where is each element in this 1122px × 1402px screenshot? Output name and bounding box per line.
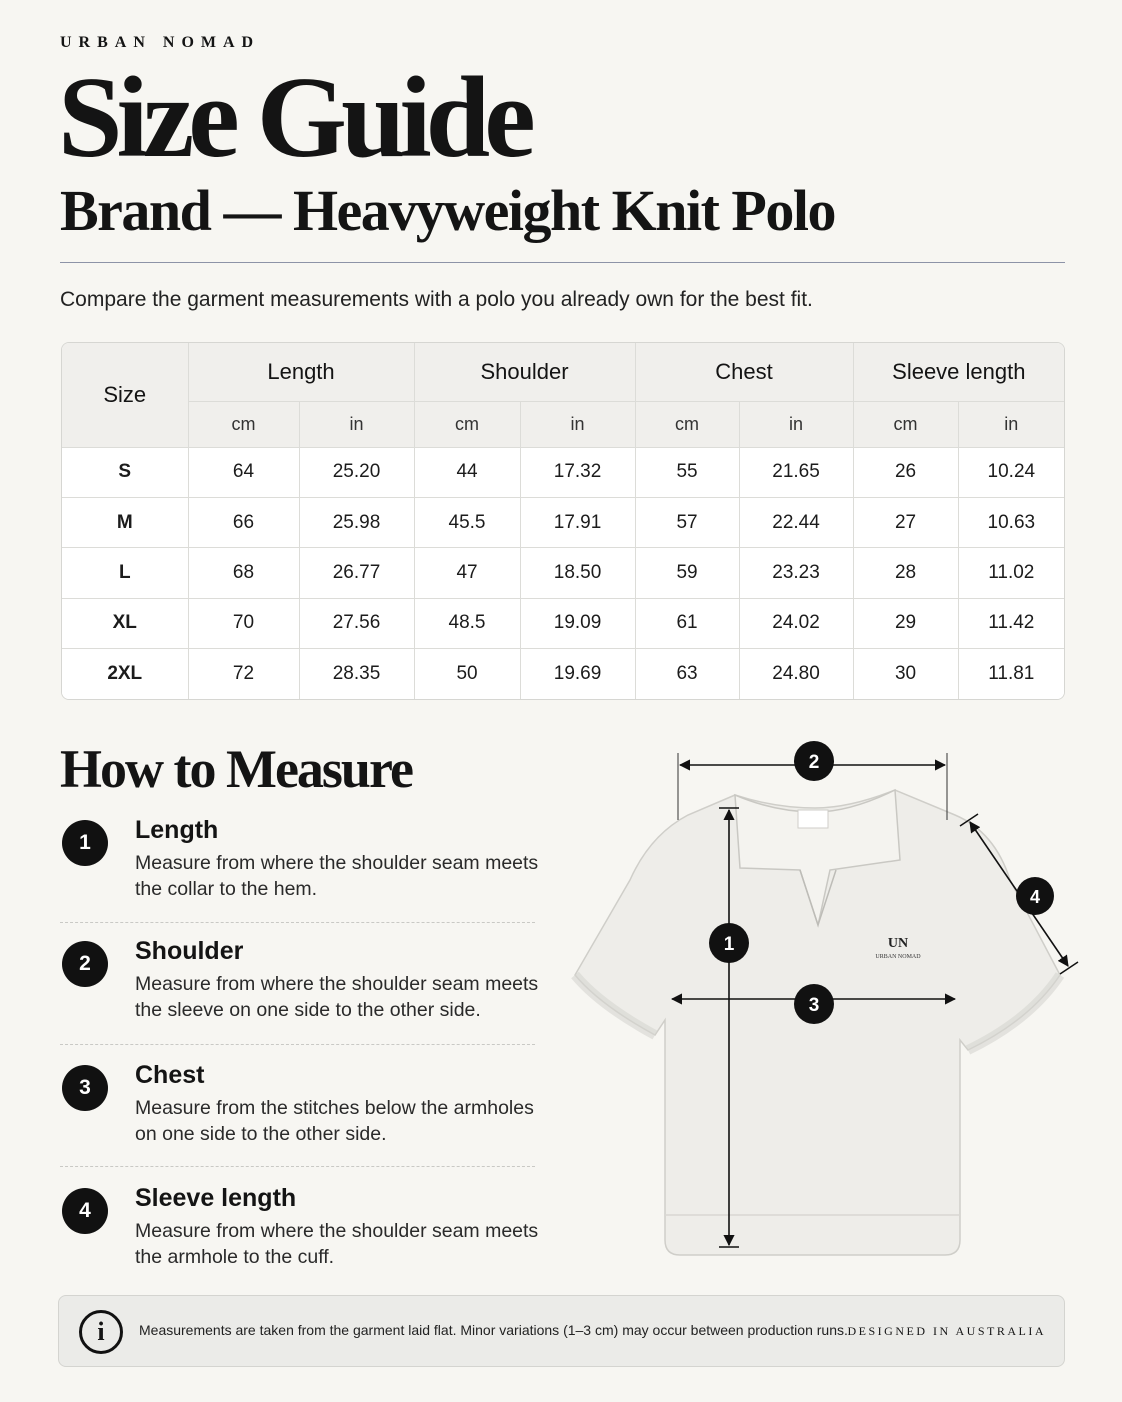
unit-header: cm [635,401,739,447]
step-title: Length [135,816,219,844]
table-cell: 28 [853,548,958,598]
table-cell: 24.80 [739,649,853,699]
table-cell: 25.20 [299,447,414,497]
step-description: Measure from where the shoulder seam meets the sleeve on one side to the other side. [135,973,539,1021]
table-cell: 70 [188,598,299,648]
unit-header: cm [188,401,299,447]
table-cell: 11.42 [958,598,1064,648]
table-cell: 27.56 [299,598,414,648]
table-row [62,447,1064,497]
svg-text:3: 3 [808,995,820,1016]
size-table-body [62,447,1064,699]
step-description: Measure from where the shoulder seam meets the armhole to the cuff. [135,1220,539,1268]
step-length [60,816,539,900]
svg-text:2: 2 [808,752,820,773]
table-cell: 26 [853,447,958,497]
step-divider [60,922,535,923]
svg-text:4: 4 [1029,887,1041,907]
step-title: Shoulder [135,937,244,965]
table-cell: 26.77 [299,548,414,598]
table-row [62,497,1064,547]
table-row [62,598,1064,648]
table-cell: 11.81 [958,649,1064,699]
marker-length [709,923,749,963]
unit-header: in [739,401,853,447]
table-row [62,649,1064,699]
shirt-logo-text: URBAN NOMAD [875,954,921,960]
how-to-measure-title: How to Measure [60,739,412,799]
table-cell: 64 [188,447,299,497]
table-cell: 44 [414,447,520,497]
table-cell: 17.91 [520,497,635,547]
table-cell: 30 [853,649,958,699]
unit-header: cm [853,401,958,447]
table-cell: 28.35 [299,649,414,699]
table-cell: 21.65 [739,447,853,497]
page-title: Size Guide [58,54,530,182]
page-subtitle: Brand — Heavyweight Knit Polo [60,178,835,243]
step-description: Measure from the stitches below the armholes on one side to the other side. [135,1097,534,1145]
table-cell: 72 [188,649,299,699]
table-cell: 57 [635,497,739,547]
table-cell: 47 [414,548,520,598]
table-cell: 19.09 [520,598,635,648]
size-label: S [62,447,188,497]
table-cell: 10.24 [958,447,1064,497]
size-table [61,342,1065,700]
marker-shoulder [794,741,834,781]
step-chest [60,1061,535,1145]
table-cell: 61 [635,598,739,648]
table-cell: 10.63 [958,497,1064,547]
table-cell: 29 [853,598,958,648]
table-cell: 59 [635,548,739,598]
svg-text:1: 1 [723,934,735,955]
table-cell: 66 [188,497,299,547]
step-description: Measure from where the shoulder seam meets the collar to the hem. [135,852,539,900]
table-cell: 23.23 [739,548,853,598]
table-cell: 48.5 [414,598,520,648]
brand-name: URBAN NOMAD [60,34,261,51]
chest-header: Chest [635,343,853,401]
table-cell: 68 [188,548,299,598]
table-cell: 55 [635,447,739,497]
size-label: 2XL [62,649,188,699]
designed-in-label: DESIGNED IN AUSTRALIA [847,1324,1046,1338]
unit-header: cm [414,401,520,447]
step-title: Sleeve length [135,1184,297,1212]
step-number-badge: 3 [62,1065,108,1111]
size-column-header: Size [62,343,188,447]
unit-header: in [958,401,1064,447]
size-label: L [62,548,188,598]
unit-header: in [520,401,635,447]
table-cell: 18.50 [520,548,635,598]
step-number-badge: 4 [62,1188,108,1234]
unit-header: in [299,401,414,447]
info-icon: i [79,1310,123,1354]
sleeve-length-header: Sleeve length [853,343,1064,401]
size-label: M [62,497,188,547]
step-divider [60,1044,535,1045]
intro-text: Compare the garment measurements with a polo you already own for the best fit. [60,288,813,311]
title-rule [60,262,1065,263]
step-shoulder [60,937,539,1021]
footer-note-bar [58,1295,1065,1367]
size-label: XL [62,598,188,648]
step-number-badge: 1 [62,820,108,866]
table-cell: 63 [635,649,739,699]
footer-note: Measurements are taken from the garment laid flat. Minor variations (1–3 cm) may occur between production runs. [139,1322,848,1338]
step-number-badge: 2 [62,941,108,987]
marker-chest [794,984,834,1024]
table-cell: 25.98 [299,497,414,547]
table-cell: 19.69 [520,649,635,699]
table-cell: 22.44 [739,497,853,547]
step-title: Chest [135,1061,205,1089]
marker-sleeve-length [1016,877,1054,915]
shirt-logo-mark: UN [887,936,909,951]
table-cell: 27 [853,497,958,547]
table-cell: 24.02 [739,598,853,648]
shoulder-header: Shoulder [414,343,635,401]
polo-measurement-diagram [560,735,1080,1270]
table-cell: 17.32 [520,447,635,497]
step-sleeve-length [60,1184,539,1269]
step-divider [60,1166,535,1167]
table-row [62,548,1064,598]
table-cell: 45.5 [414,497,520,547]
table-cell: 50 [414,649,520,699]
length-header: Length [188,343,414,401]
table-cell: 11.02 [958,548,1064,598]
